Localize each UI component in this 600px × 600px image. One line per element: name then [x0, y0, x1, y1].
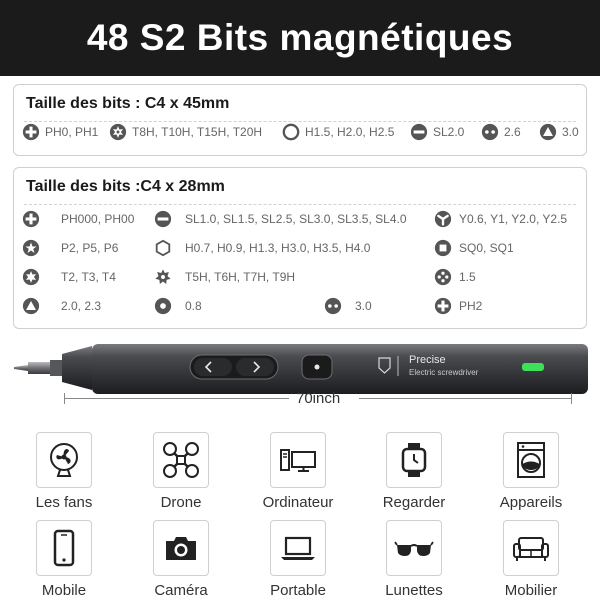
bit-item: 2.0, 2.3 [22, 297, 101, 315]
bit-item: P2, P5, P6 [22, 239, 118, 257]
fan-icon [44, 440, 84, 480]
app-label: Portable [270, 582, 326, 599]
bit-item: SL2.0 [410, 123, 464, 141]
bit-set-45mm-title: Taille des bits : C4 x 45mm [26, 95, 230, 112]
divider [24, 204, 576, 205]
app-label: Lunettes [385, 582, 443, 599]
pentalobe-star-icon [22, 239, 40, 257]
bit-item: H0.7, H0.9, H1.3, H3.0, H3.5, H4.0 [154, 239, 370, 257]
phillips-icon [22, 210, 40, 228]
pentalobe-icon [324, 297, 342, 315]
phillips-icon [434, 297, 452, 315]
app-mobile [14, 520, 114, 599]
bit-item: SQ0, SQ1 [434, 239, 514, 257]
bit-item: T2, T3, T4 [22, 268, 116, 286]
bit-set-45mm [13, 84, 587, 156]
app-label: Mobilier [504, 582, 558, 599]
app-label: Regarder [382, 494, 446, 511]
app-drone [131, 432, 231, 511]
glasses-icon [394, 528, 434, 568]
bit-set-28mm [13, 167, 587, 329]
drone-icon [161, 440, 201, 480]
measure-line-left [64, 398, 289, 399]
brand-label: Precise [409, 354, 446, 366]
hex-icon [154, 239, 172, 257]
slotted-icon [154, 210, 172, 228]
measure-line-right [359, 398, 572, 399]
pentalobe-icon [481, 123, 499, 141]
torx-security-icon [154, 268, 172, 286]
center-dot-icon [154, 297, 172, 315]
app-label: Ordinateur [262, 494, 334, 511]
triangle-dots-icon [434, 268, 452, 286]
computer-icon [278, 440, 318, 480]
title-banner [0, 0, 600, 76]
bit-item: PH0, PH1 [22, 123, 98, 141]
page-title: 48 S2 Bits magnétiques [86, 17, 514, 58]
app-furniture [481, 520, 581, 599]
bit-item: PH2 [434, 297, 482, 315]
mobile-icon [44, 528, 84, 568]
camera-icon [161, 528, 201, 568]
app-laptop [248, 520, 348, 599]
brand-subtitle: Electric screwdriver [409, 368, 479, 377]
torx-icon [109, 123, 127, 141]
measure-tick-left [64, 393, 65, 404]
bit-item: 3.0 [324, 297, 372, 315]
sofa-icon [511, 528, 551, 568]
app-label: Les fans [35, 494, 93, 511]
triwing-icon [22, 297, 40, 315]
bit-item: 0.8 [154, 297, 202, 315]
bit-item: T5H, T6H, T7H, T9H [154, 268, 295, 286]
app-watch [364, 432, 464, 511]
length-measure [64, 390, 572, 406]
watch-icon [394, 440, 434, 480]
bit-item: H1.5, H2.0, H2.5 [282, 123, 394, 141]
app-label: Caméra [154, 582, 208, 599]
phillips-icon [22, 123, 40, 141]
measure-tick-right [571, 393, 572, 404]
laptop-icon [278, 528, 318, 568]
app-camera [131, 520, 231, 599]
hex-icon [282, 123, 300, 141]
app-glasses [364, 520, 464, 599]
app-label: Appareils [499, 494, 563, 511]
divider [24, 121, 576, 122]
washing-machine-icon [511, 440, 551, 480]
bit-item: 1.5 [434, 268, 476, 286]
bit-item: 3.0 [539, 123, 579, 141]
app-fans [14, 432, 114, 511]
app-label: Drone [160, 494, 202, 511]
bit-set-28mm-title: Taille des bits :C4 x 28mm [26, 178, 225, 195]
triwing-icon [539, 123, 557, 141]
app-label: Mobile [41, 582, 87, 599]
length-label: 70inch [296, 390, 341, 407]
bit-item: PH000, PH00 [22, 210, 134, 228]
bit-item: Y0.6, Y1, Y2.0, Y2.5 [434, 210, 567, 228]
slotted-icon [410, 123, 428, 141]
app-appliances [481, 432, 581, 511]
torx-icon [22, 268, 40, 286]
bit-item: 2.6 [481, 123, 521, 141]
square-icon [434, 239, 452, 257]
bit-item: SL1.0, SL1.5, SL2.5, SL3.0, SL3.5, SL4.0 [154, 210, 407, 228]
bit-item: T8H, T10H, T15H, T20H [109, 123, 262, 141]
app-computer [248, 432, 348, 511]
y-type-icon [434, 210, 452, 228]
